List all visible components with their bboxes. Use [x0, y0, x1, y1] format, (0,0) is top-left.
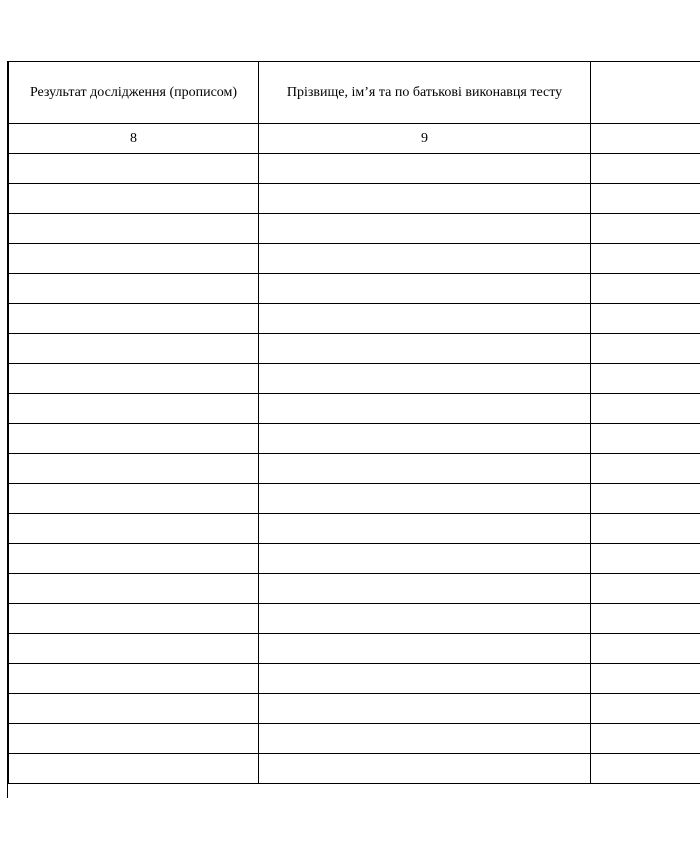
tester-name-cell[interactable] [259, 394, 591, 424]
result-cell[interactable] [9, 754, 259, 784]
result-cell[interactable] [9, 664, 259, 694]
tester-name-cell[interactable] [259, 454, 591, 484]
next-column-cell[interactable] [591, 544, 700, 574]
result-cell[interactable] [9, 604, 259, 634]
table-row [9, 484, 700, 514]
header-research-result: Результат дослідження (прописом) [9, 62, 259, 124]
next-column-cell[interactable] [591, 274, 700, 304]
tester-name-cell[interactable] [259, 754, 591, 784]
tester-name-cell[interactable] [259, 634, 591, 664]
register-table [8, 61, 700, 784]
result-cell[interactable] [9, 454, 259, 484]
table-row [9, 274, 700, 304]
table-row [9, 454, 700, 484]
tester-name-cell[interactable] [259, 544, 591, 574]
header-tester-full-name: Прізвище, ім’я та по батькові виконавця тесту [259, 62, 591, 124]
result-cell[interactable] [9, 244, 259, 274]
next-column-cell[interactable] [591, 454, 700, 484]
next-column-cell[interactable] [591, 754, 700, 784]
tester-name-cell[interactable] [259, 724, 591, 754]
next-column-cell[interactable] [591, 154, 700, 184]
table-row [9, 424, 700, 454]
next-column-cell[interactable] [591, 724, 700, 754]
tester-name-cell[interactable] [259, 214, 591, 244]
result-cell[interactable] [9, 544, 259, 574]
tester-name-cell[interactable] [259, 574, 591, 604]
next-column-cell[interactable] [591, 244, 700, 274]
table-row [9, 634, 700, 664]
table-header-row [9, 62, 700, 124]
result-cell[interactable] [9, 214, 259, 244]
register-table-section [8, 61, 700, 784]
next-column-cell[interactable] [591, 514, 700, 544]
result-cell[interactable] [9, 694, 259, 724]
column-number-row [9, 124, 700, 154]
result-cell[interactable] [9, 364, 259, 394]
tester-name-cell[interactable] [259, 604, 591, 634]
result-cell[interactable] [9, 184, 259, 214]
tester-name-cell[interactable] [259, 664, 591, 694]
table-row [9, 214, 700, 244]
result-cell[interactable] [9, 724, 259, 754]
result-cell[interactable] [9, 304, 259, 334]
tester-name-cell[interactable] [259, 154, 591, 184]
table-row [9, 304, 700, 334]
next-column-cell[interactable] [591, 694, 700, 724]
column-number-8: 8 [9, 124, 259, 154]
next-column-cell[interactable] [591, 304, 700, 334]
tester-name-cell[interactable] [259, 694, 591, 724]
tester-name-cell[interactable] [259, 514, 591, 544]
tester-name-cell[interactable] [259, 184, 591, 214]
table-row [9, 574, 700, 604]
result-cell[interactable] [9, 514, 259, 544]
table-row [9, 694, 700, 724]
next-column-cell[interactable] [591, 334, 700, 364]
table-row [9, 394, 700, 424]
next-column-cell[interactable] [591, 574, 700, 604]
next-column-cell[interactable] [591, 214, 700, 244]
table-row [9, 154, 700, 184]
column-number-9: 9 [259, 124, 591, 154]
result-cell[interactable] [9, 274, 259, 304]
next-column-cell[interactable] [591, 394, 700, 424]
result-cell[interactable] [9, 424, 259, 454]
tester-name-cell[interactable] [259, 364, 591, 394]
next-column-cell[interactable] [591, 424, 700, 454]
header-next-column [591, 62, 700, 124]
tester-name-cell[interactable] [259, 244, 591, 274]
next-column-cell[interactable] [591, 364, 700, 394]
table-row [9, 364, 700, 394]
table-row [9, 754, 700, 784]
result-cell[interactable] [9, 574, 259, 604]
tester-name-cell[interactable] [259, 274, 591, 304]
next-column-cell[interactable] [591, 664, 700, 694]
tester-name-cell[interactable] [259, 334, 591, 364]
column-number-next [591, 124, 700, 154]
next-column-cell[interactable] [591, 484, 700, 514]
result-cell[interactable] [9, 334, 259, 364]
table-row [9, 724, 700, 754]
table-row [9, 184, 700, 214]
table-row [9, 244, 700, 274]
table-row [9, 334, 700, 364]
next-column-cell[interactable] [591, 604, 700, 634]
tester-name-cell[interactable] [259, 424, 591, 454]
result-cell[interactable] [9, 394, 259, 424]
result-cell[interactable] [9, 154, 259, 184]
next-column-cell[interactable] [591, 184, 700, 214]
table-row [9, 604, 700, 634]
table-row [9, 514, 700, 544]
next-column-cell[interactable] [591, 634, 700, 664]
tester-name-cell[interactable] [259, 484, 591, 514]
table-row [9, 544, 700, 574]
result-cell[interactable] [9, 634, 259, 664]
tester-name-cell[interactable] [259, 304, 591, 334]
result-cell[interactable] [9, 484, 259, 514]
table-row [9, 664, 700, 694]
